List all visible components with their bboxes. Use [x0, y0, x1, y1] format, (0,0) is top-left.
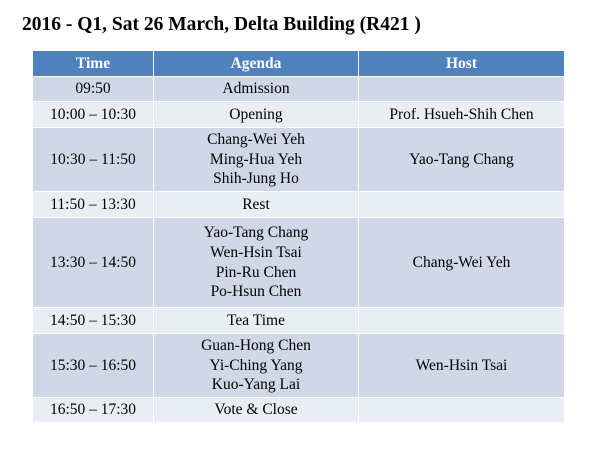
agenda-item: Guan-Hong Chen	[201, 337, 311, 355]
agenda-cell	[154, 102, 359, 128]
agenda-cell	[154, 128, 359, 192]
agenda-item: Shih-Jung Ho	[213, 170, 299, 188]
agenda-item: Wen-Hsin Tsai	[210, 243, 302, 261]
agenda-cell	[154, 398, 359, 423]
agenda-cell	[154, 77, 359, 102]
table-row	[33, 77, 565, 102]
table-row	[33, 192, 565, 218]
agenda-item: Opening	[229, 105, 283, 123]
time-cell: 14:50 – 15:30	[33, 308, 154, 334]
agenda-cell	[154, 192, 359, 218]
time-cell: 10:30 – 11:50	[33, 128, 154, 192]
time-cell: 10:00 – 10:30	[33, 102, 154, 128]
table-row	[33, 128, 565, 192]
table-row	[33, 102, 565, 128]
header-agenda: Agenda	[154, 51, 359, 77]
table-row	[33, 398, 565, 423]
agenda-item: Admission	[222, 80, 290, 98]
schedule-table	[32, 50, 565, 423]
agenda-item: Ming-Hua Yeh	[209, 150, 303, 168]
agenda-item: Chang-Wei Yeh	[207, 131, 305, 149]
agenda-item: Tea Time	[227, 311, 285, 329]
time-cell: 13:30 – 14:50	[33, 218, 154, 308]
host-cell: Prof. Hsueh-Shih Chen	[359, 102, 565, 128]
header-time: Time	[33, 51, 154, 77]
page-title: 2016 - Q1, Sat 26 March, Delta Building (R421 )	[22, 14, 421, 35]
header-row	[33, 51, 565, 77]
agenda-item: Rest	[242, 195, 270, 213]
agenda-item: Vote & Close	[214, 401, 298, 419]
agenda-cell	[154, 334, 359, 398]
agenda-item: Yao-Tang Chang	[203, 224, 309, 242]
agenda-cell	[154, 218, 359, 308]
table-row	[33, 308, 565, 334]
host-cell: Chang-Wei Yeh	[359, 218, 565, 308]
host-cell	[359, 398, 565, 423]
header-host: Host	[359, 51, 565, 77]
agenda-item: Pin-Ru Chen	[215, 263, 297, 281]
agenda-cell	[154, 308, 359, 334]
time-cell: 16:50 – 17:30	[33, 398, 154, 423]
time-cell: 15:30 – 16:50	[33, 334, 154, 398]
agenda-item: Yi-Ching Yang	[209, 356, 303, 374]
host-cell	[359, 192, 565, 218]
schedule-body	[33, 77, 565, 423]
table-row	[33, 218, 565, 308]
agenda-item: Kuo-Yang Lai	[211, 376, 301, 394]
time-cell: 11:50 – 13:30	[33, 192, 154, 218]
agenda-item: Po-Hsun Chen	[210, 283, 302, 301]
host-cell	[359, 308, 565, 334]
host-cell: Wen-Hsin Tsai	[359, 334, 565, 398]
time-cell: 09:50	[33, 77, 154, 102]
table-row	[33, 334, 565, 398]
host-cell: Yao-Tang Chang	[359, 128, 565, 192]
host-cell	[359, 77, 565, 102]
